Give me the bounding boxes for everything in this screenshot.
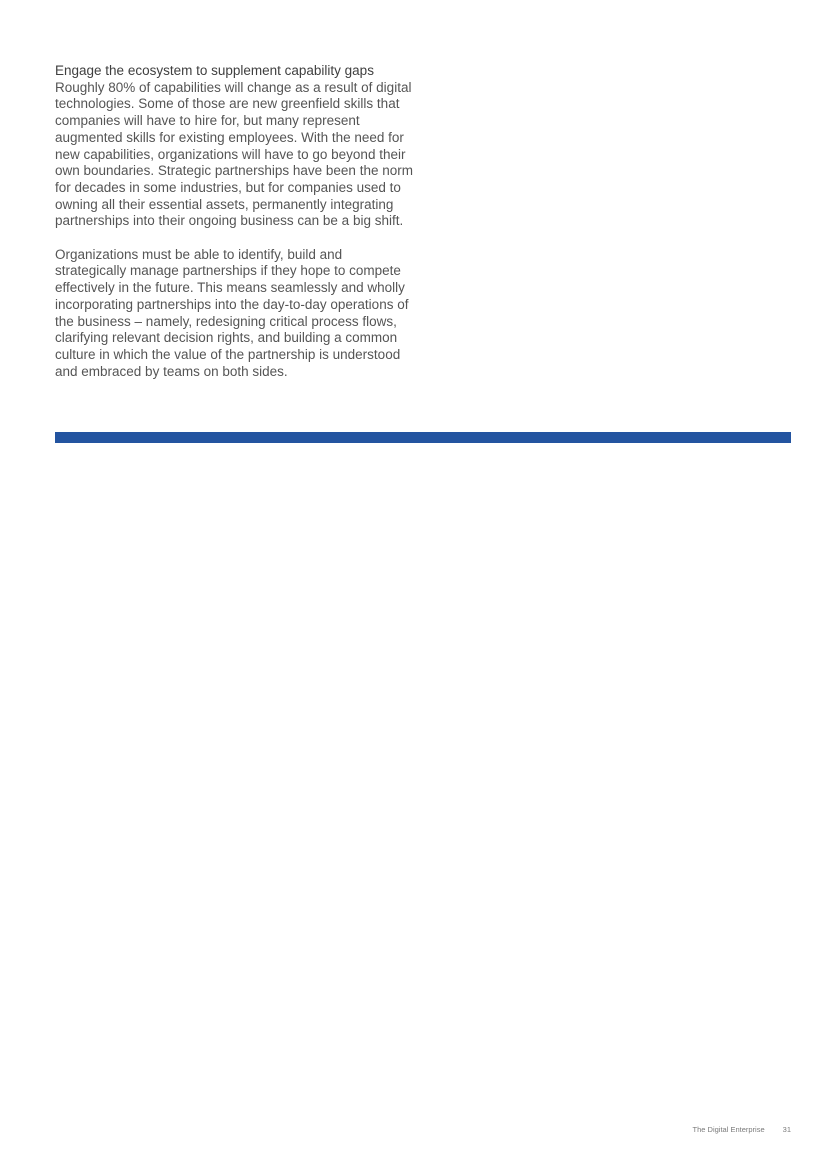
page-number: 31 [782, 1125, 791, 1134]
section-heading: Engage the ecosystem to supplement capability gaps [55, 63, 374, 78]
text-column [55, 63, 417, 380]
section-divider-rule [55, 432, 791, 443]
body-paragraph-1: Roughly 80% of capabilities will change as a result of digital technologies. Some of those are new greenfield skills that companies will have to hire for, but many represent augmented skills for existing employees. With the need for new capabilities, organizations will have to go beyond their own boundaries. Strategic partnerships have been the norm for decades in some industries, but for companies used to owning all their essential assets, permanently integrating partnerships into their ongoing business can be a big shift. [55, 79, 413, 229]
page-footer [693, 1125, 791, 1134]
body-paragraph-2: Organizations must be able to identify, build and strategically manage partnerships if they hope to compete effectively in the future. This means seamlessly and wholly incorporating partnerships into the day-to-day operations of the business – namely, redesigning critical process flows, clarifying relevant decision rights, and building a common culture in which the value of the partnership is understood and embraced by teams on both sides. [55, 246, 409, 379]
footer-publication-title: The Digital Enterprise [692, 1125, 765, 1134]
